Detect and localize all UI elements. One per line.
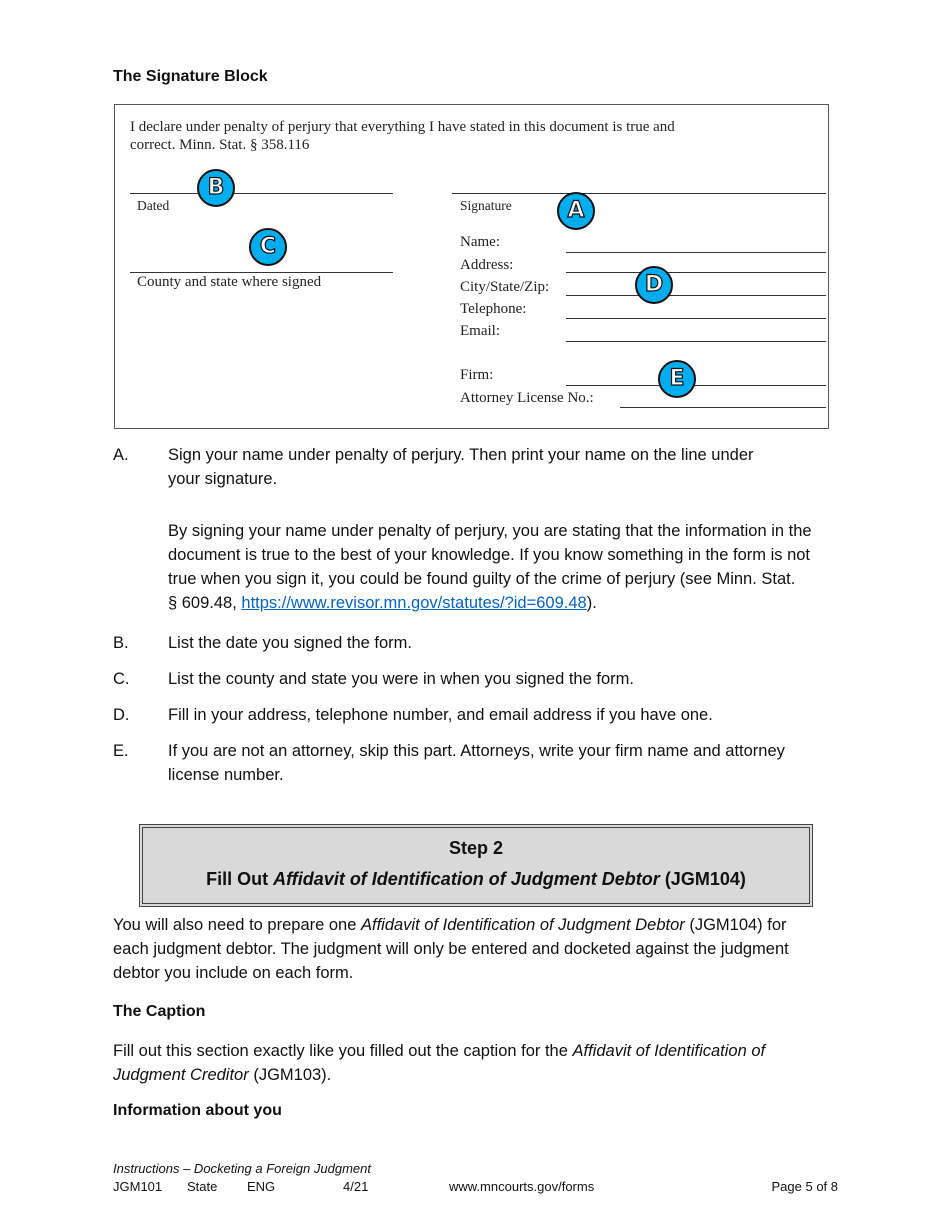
badge-c: C (249, 228, 287, 266)
telephone-label: Telephone: (460, 301, 527, 317)
text: (JGM104) (659, 869, 746, 889)
signature-label: Signature (460, 198, 512, 213)
dated-line (130, 193, 393, 194)
item-text: your signature. (168, 470, 278, 488)
text: Affidavit of Identification of (572, 1042, 766, 1060)
step-title: Step 2 (448, 838, 504, 858)
email-label: Email: (460, 323, 500, 339)
text: Affidavit of Identification of Judgment Debtor (273, 869, 660, 889)
text: ). (586, 594, 597, 612)
county-line (130, 272, 393, 273)
perjury-para (168, 591, 848, 615)
paragraph (113, 1039, 765, 1063)
item-label: D. (113, 706, 130, 724)
item-label: B. (113, 634, 129, 652)
perjury-para: document is true to the best of your knowledge. If you know something in the form is not (168, 546, 811, 564)
perjury-para: true when you sign it, you could be found guilty of the crime of perjury (see Minn. Stat. (168, 570, 796, 588)
email-line (566, 341, 826, 342)
license-label: Attorney License No.: (460, 390, 594, 406)
city-line (566, 295, 826, 296)
section-heading: Information about you (113, 1102, 282, 1119)
text: Judgment Creditor (113, 1066, 249, 1084)
license-line (620, 407, 826, 408)
footer-title: Instructions – Docketing a Foreign Judgment (113, 1161, 371, 1176)
section-heading: The Signature Block (113, 68, 268, 85)
city-label: City/State/Zip: (460, 279, 550, 295)
item-label: E. (113, 742, 129, 760)
address-line (566, 272, 826, 273)
text: (JGM104) for (684, 916, 787, 934)
footer-state: State (187, 1179, 218, 1194)
footer-lang: ENG (247, 1179, 276, 1194)
text: Fill Out (206, 869, 274, 889)
section-heading: The Caption (113, 1003, 206, 1020)
badge-a: A (557, 192, 595, 230)
firm-label: Firm: (460, 367, 494, 383)
badge-d: D (635, 266, 673, 304)
text: (JGM103). (248, 1066, 332, 1084)
step2-banner (139, 824, 813, 907)
item-text: If you are not an attorney, skip this part. Attorneys, write your firm name and attorney (168, 742, 785, 760)
address-label: Address: (460, 257, 514, 273)
name-line (566, 252, 826, 253)
footer-date: 4/21 (343, 1179, 369, 1194)
text: You will also need to prepare one (113, 916, 361, 934)
badge-e: E (658, 360, 696, 398)
item-text: List the date you signed the form. (168, 634, 412, 652)
item-text: license number. (168, 766, 284, 784)
county-label: County and state where signed (137, 274, 322, 290)
text: § 609.48, (168, 594, 242, 612)
declaration: correct. Minn. Stat. § 358.116 (130, 137, 310, 153)
item-label: C. (113, 670, 130, 688)
dated-label: Dated (137, 198, 170, 213)
item-text: Fill in your address, telephone number, and email address if you have one. (168, 706, 713, 724)
signature-line (452, 193, 826, 194)
item-label: A. (113, 446, 129, 464)
text: Fill out this section exactly like you filled out the caption for the (113, 1042, 573, 1060)
perjury-para: By signing your name under penalty of perjury, you are stating that the information in the (168, 522, 812, 540)
footer-code: JGM101 (113, 1179, 163, 1194)
name-label: Name: (460, 234, 500, 250)
telephone-line (566, 318, 826, 319)
declaration: I declare under penalty of perjury that everything I have stated in this document is true and (130, 119, 675, 135)
statute-link[interactable]: https://www.revisor.mn.gov/statutes/?id=609.48 (241, 594, 587, 612)
step-subtitle (143, 869, 809, 890)
item-text: List the county and state you were in when you signed the form. (168, 670, 634, 688)
footer-url: www.mncourts.gov/forms (449, 1179, 595, 1194)
paragraph (113, 1063, 331, 1087)
item-text: Sign your name under penalty of perjury. Then print your name on the line under (168, 446, 754, 464)
paragraph (113, 913, 787, 937)
badge-b: B (197, 169, 235, 207)
paragraph: debtor you include on each form. (113, 964, 354, 982)
footer-page: Page 5 of 8 (771, 1179, 838, 1194)
paragraph: each judgment debtor. The judgment will only be entered and docketed against the judgment (113, 940, 789, 958)
text: Affidavit of Identification of Judgment Debtor (360, 916, 685, 934)
firm-line (566, 385, 826, 386)
